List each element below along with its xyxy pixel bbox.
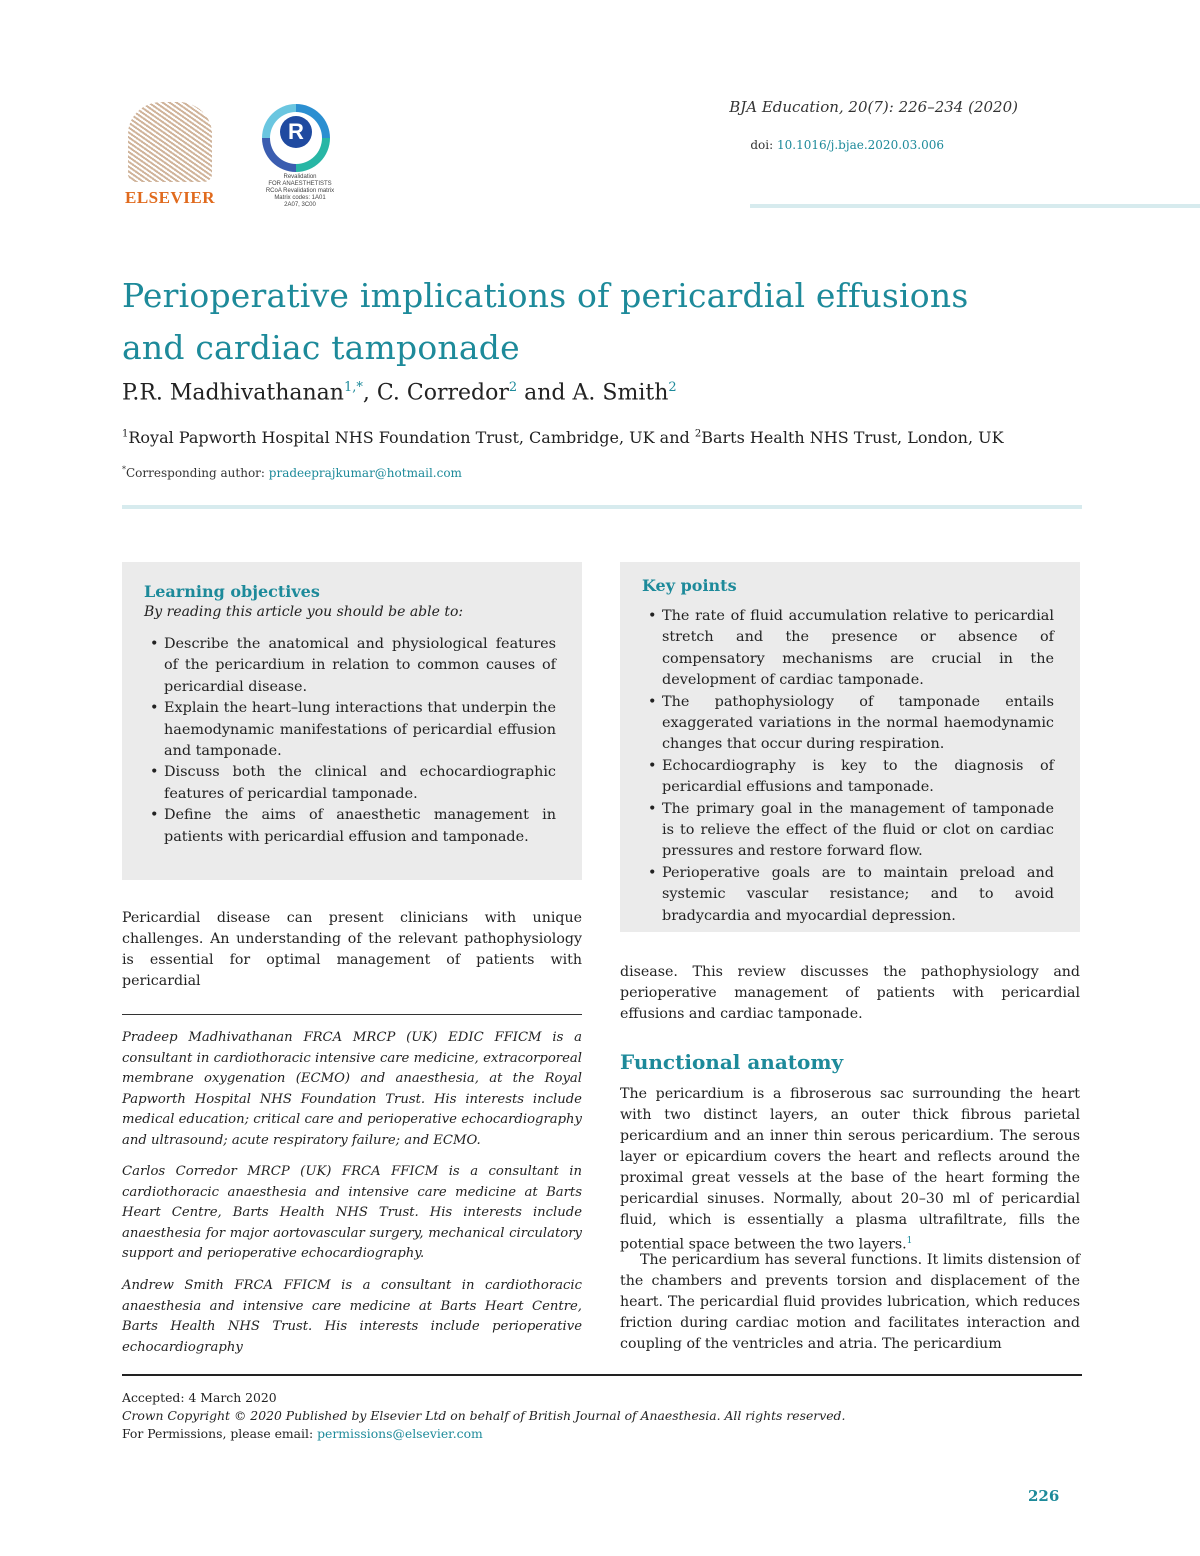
page-number: 226: [1028, 1487, 1060, 1505]
corresponding-email-link[interactable]: pradeeprajkumar@hotmail.com: [268, 466, 462, 480]
list-item: • The primary goal in the management of tamponade is to relieve the effect of the fluid or clot on cardiac pressures and restore forward flow.: [642, 799, 1054, 863]
body-paragraph: The pericardium has several functions. It limits distension of the chambers and prevents torsion and displacement of the heart. The pericardial fluid provides lubrication, which reduces friction during cardiac motion and facilitates interaction and coupling of the ventricles and atria. The pericardium: [620, 1252, 1080, 1352]
key-points-title: Key points: [642, 576, 737, 595]
list-item: • Discuss both the clinical and echocardiographic features of pericardial tamponade.: [144, 762, 556, 805]
author-bio: Pradeep Madhivathanan FRCA MRCP (UK) EDIC FFICM is a consultant in cardiothoracic intensive care medicine, extracorporeal membrane oxygenation (ECMO) and anaesthesia, at the Royal Papworth Hospital NHS Foundation Trust. His interests include medical education; critical care and perioperative echocardiography and ultrasound; acute respiratory failure; and ECMO.: [122, 1030, 582, 1148]
elsevier-tree-icon: [128, 102, 212, 182]
corresponding-label: Corresponding author:: [126, 466, 269, 480]
affiliations: [122, 428, 1004, 447]
revalidation-logo: [250, 102, 350, 212]
author-separator: ,: [362, 380, 377, 406]
key-points-box: [620, 562, 1080, 932]
title-line: Perioperative implications of pericardial effusions: [122, 276, 969, 315]
author-affiliation-sup: 1,*: [343, 380, 363, 395]
doi-link[interactable]: 10.1016/j.bjae.2020.03.006: [776, 138, 944, 152]
affiliation-sup: 2: [694, 428, 702, 440]
author-name: C. Corredor: [376, 380, 509, 406]
list-item: • Define the aims of anaesthetic management in patients with pericardial effusion and tamponade.: [144, 805, 556, 848]
section-heading: Functional anatomy: [620, 1050, 844, 1074]
revalidation-ring-icon: [262, 104, 330, 172]
author-list: [122, 380, 677, 405]
affiliation-text: Royal Papworth Hospital NHS Foundation Trust, Cambridge, UK and: [128, 428, 695, 447]
corresponding-sup: *: [122, 465, 126, 474]
bio-divider: [122, 1014, 582, 1015]
learning-objectives-box: [122, 562, 582, 880]
list-item: • Explain the heart–lung interactions that underpin the haemodynamic manifestations of pericardial effusion and tamponade.: [144, 698, 556, 762]
author-separator: and: [517, 380, 573, 406]
header-divider: [750, 204, 1200, 208]
author-name: P.R. Madhivathanan: [122, 380, 344, 406]
corresponding-author: [122, 465, 462, 480]
article-title: [122, 270, 1082, 374]
footer-divider: [122, 1374, 1082, 1376]
permissions-email-link[interactable]: permissions@elsevier.com: [317, 1426, 483, 1441]
title-line: and cardiac tamponade: [122, 328, 520, 367]
list-item: • Describe the anatomical and physiological features of the pericardium in relation to common causes of pericardial disease.: [144, 634, 556, 698]
list-item: • Echocardiography is key to the diagnosis of pericardial effusions and tamponade.: [642, 756, 1054, 799]
key-points-list: [642, 606, 1054, 927]
revalidation-text: Matrix codes: 1A01: [274, 195, 326, 201]
list-item: • The rate of fluid accumulation relative to pericardial stretch and the presence or absence of compensatory mechanisms are crucial in the development of cardiac tamponade.: [642, 606, 1054, 692]
doi-label: doi:: [750, 138, 774, 152]
learning-objectives-list: [144, 634, 556, 848]
copyright-notice: Crown Copyright © 2020 Published by Elsevier Ltd on behalf of British Journal of Anaesthesia. All rights reserved.: [122, 1408, 846, 1423]
list-item: • The pathophysiology of tamponade entails exaggerated variations in the normal haemodynamic changes that occur during respiration.: [642, 692, 1054, 756]
accepted-date: Accepted: 4 March 2020: [122, 1390, 277, 1405]
revalidation-r-icon: R: [280, 116, 312, 148]
revalidation-text: Revalidation: [283, 174, 317, 180]
permissions-label: For Permissions, please email:: [122, 1426, 318, 1441]
affiliation-sup: 1: [122, 428, 129, 440]
intro-paragraph: Pericardial disease can present clinicians with unique challenges. An understanding of the relevant pathophysiology is essential for optimal management of patients with pericardial: [122, 910, 582, 989]
body-paragraph: disease. This review discusses the pathophysiology and perioperative management of patients with pericardial effusions and cardiac tamponade.: [620, 964, 1080, 1022]
learning-objectives-intro: By reading this article you should be able to:: [144, 604, 464, 620]
author-affiliation-sup: 2: [508, 380, 518, 395]
body-paragraph: [620, 1084, 1080, 1256]
permissions-line: [122, 1426, 483, 1441]
revalidation-text: FOR ANAESTHETISTS: [268, 181, 332, 187]
author-bio: Andrew Smith FRCA FFICM is a consultant in cardiothoracic anaesthesia and intensive care medicine at Barts Heart Centre, Barts Health NHS Trust. His interests include perioperative echocardiography: [122, 1278, 582, 1355]
author-bio: Carlos Corredor MRCP (UK) FRCA FFICM is a consultant in cardiothoracic anaesthesia and intensive care medicine at Barts Heart Centre, Barts Health NHS Trust. His interests include anaesthesia for major aortovascular surgery, mechanical circulatory support and perioperative echocardiography.: [122, 1164, 582, 1261]
author-name: A. Smith: [572, 380, 669, 406]
doi-line: [750, 138, 944, 152]
list-item: • Perioperative goals are to maintain preload and systemic vascular resistance; and to avoid bradycardia and myocardial depression.: [642, 863, 1054, 927]
revalidation-text: RCoA Revalidation matrix: [265, 188, 335, 194]
title-divider: [122, 505, 1082, 509]
journal-reference: BJA Education, 20(7): 226–234 (2020): [729, 98, 1018, 116]
paragraph-text: The pericardium is a fibroserous sac surrounding the heart with two distinct layers, an outer thick fibrous parietal pericardium and an inner thin serous pericardium. The serous layer or epicardium covers the heart and reflects around the proximal great vessels at the base of the heart forming the pericardial sinuses. Normally, about 20–30 ml of pericardial fluid, which is essentially a plasma ultrafiltrate, fills the potential space between the two layers.: [620, 1086, 1080, 1253]
learning-objectives-title: Learning objectives: [144, 582, 320, 601]
elsevier-logo: [120, 102, 220, 208]
revalidation-text: 2A07, 3C00: [284, 202, 316, 208]
affiliation-text: Barts Health NHS Trust, London, UK: [701, 428, 1004, 447]
citation-link[interactable]: 1: [906, 1236, 913, 1246]
elsevier-wordmark: ELSEVIER: [125, 188, 215, 207]
author-affiliation-sup: 2: [668, 380, 677, 395]
